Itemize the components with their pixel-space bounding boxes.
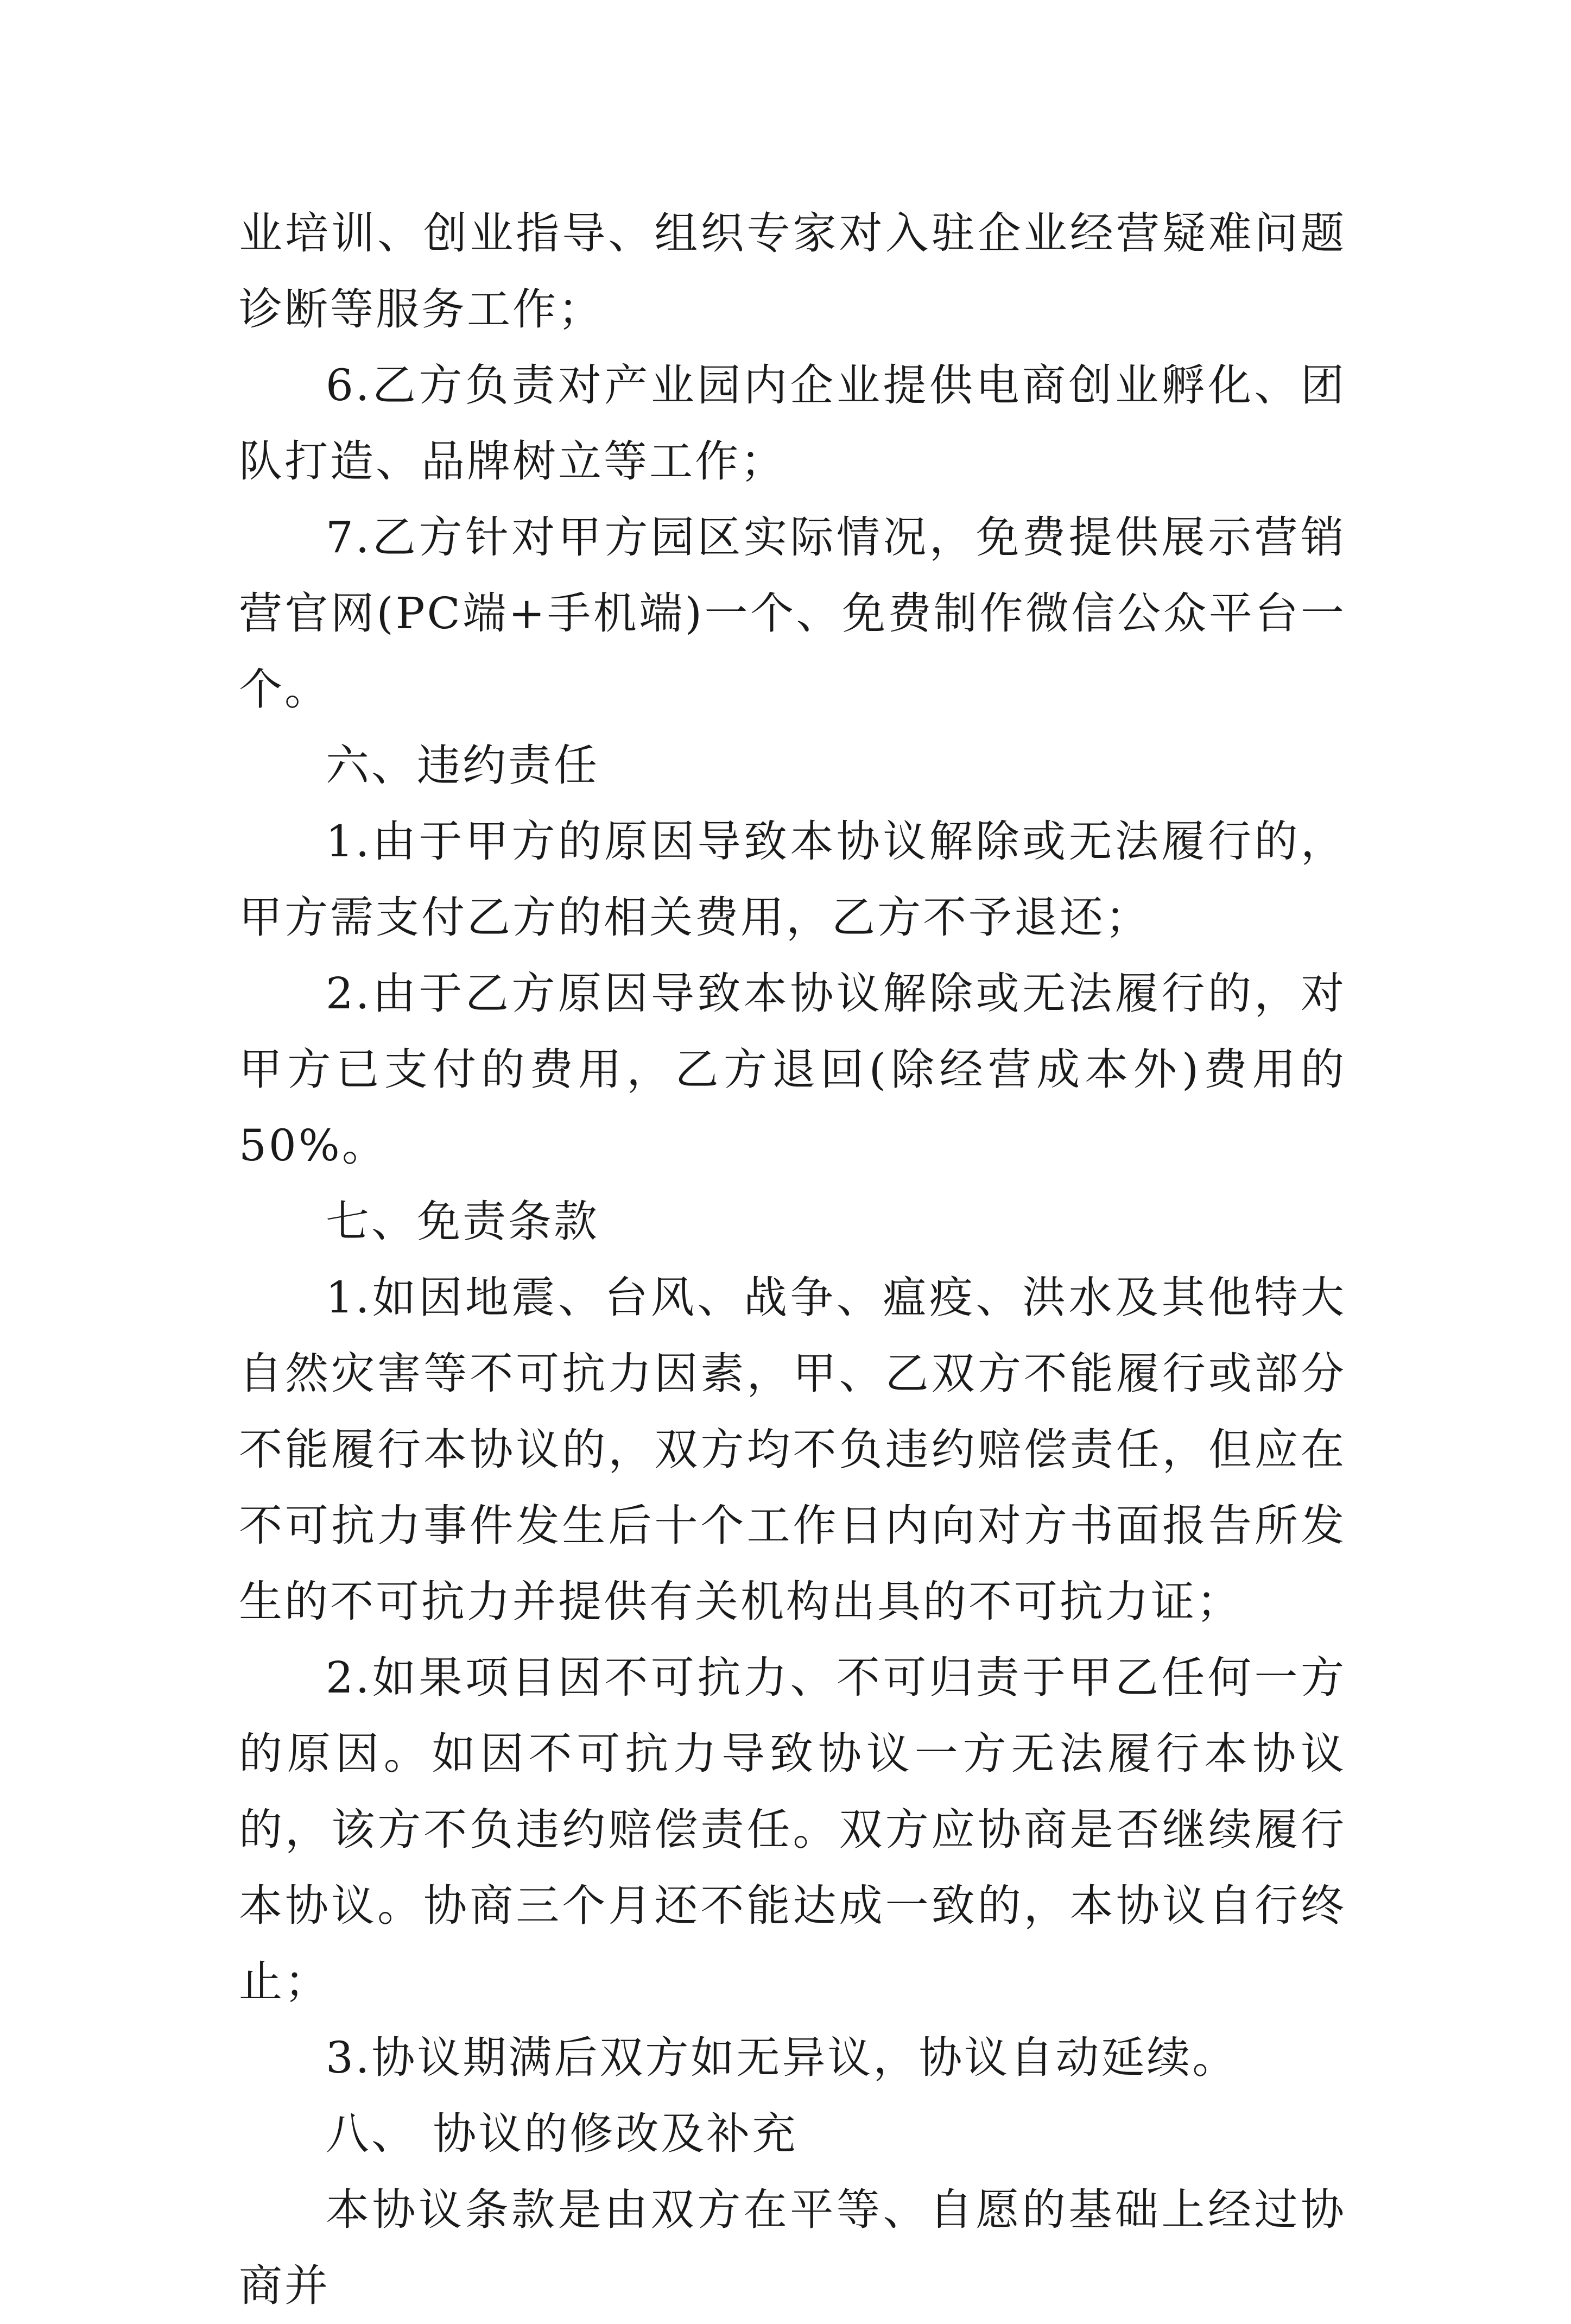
clause-5-item-6: 6.乙方负责对产业园内企业提供电商创业孵化、团队打造、品牌树立等工作； (239, 360, 1346, 487)
clause-7-item-1: 1.如因地震、台风、战争、瘟疫、洪水及其他特大自然灾害等不可抗力因素，甲、乙双方不能履行或部分不能履行本协议的，双方均不负违约赔偿责任，但应在不可抗力事件发生后十个工作日内向对方书面报告所发生的不可抗力并提供有关机构出具的不可抗力证； (239, 1272, 1346, 1627)
clause-6-item-1: 1.由于甲方的原因导致本协议解除或无法履行的，甲方需支付乙方的相关费用，乙方不予退还； (239, 816, 1346, 943)
section-heading-amendment: 八、 协议的修改及补充 (326, 2108, 798, 2159)
clause-6-item-2: 2.由于乙方原因导致本协议解除或无法履行的，对甲方已支付的费用，乙方退回(除经营成本外)费用的50%。 (239, 968, 1346, 1171)
clause-7-item-2: 2.如果项目因不可抗力、不可归责于甲乙任何一方的原因。如因不可抗力导致协议一方无法履行本协议的，该方不负违约赔偿责任。双方应协商是否继续履行本协议。协商三个月还不能达成一致的，本协议自行终止； (239, 1652, 1346, 2007)
section-heading-exemption-clause: 七、免责条款 (326, 1196, 599, 1247)
clause-5-item-7: 7.乙方针对甲方园区实际情况，免费提供展示营销营官网(PC端+手机端)一个、免费制作微信公众平台一个。 (239, 512, 1346, 715)
clause-7-item-3: 3.协议期满后双方如无异议，协议自动延续。 (326, 2032, 1238, 2083)
paragraph-continuation: 业培训、创业指导、组织专家对入驻企业经营疑难问题诊断等服务工作； (239, 208, 1346, 334)
section-heading-breach-liability: 六、违约责任 (326, 740, 599, 791)
document-body (239, 195, 1346, 2324)
clause-8-text: 本协议条款是由双方在平等、自愿的基础上经过协商并 (239, 2184, 1346, 2311)
